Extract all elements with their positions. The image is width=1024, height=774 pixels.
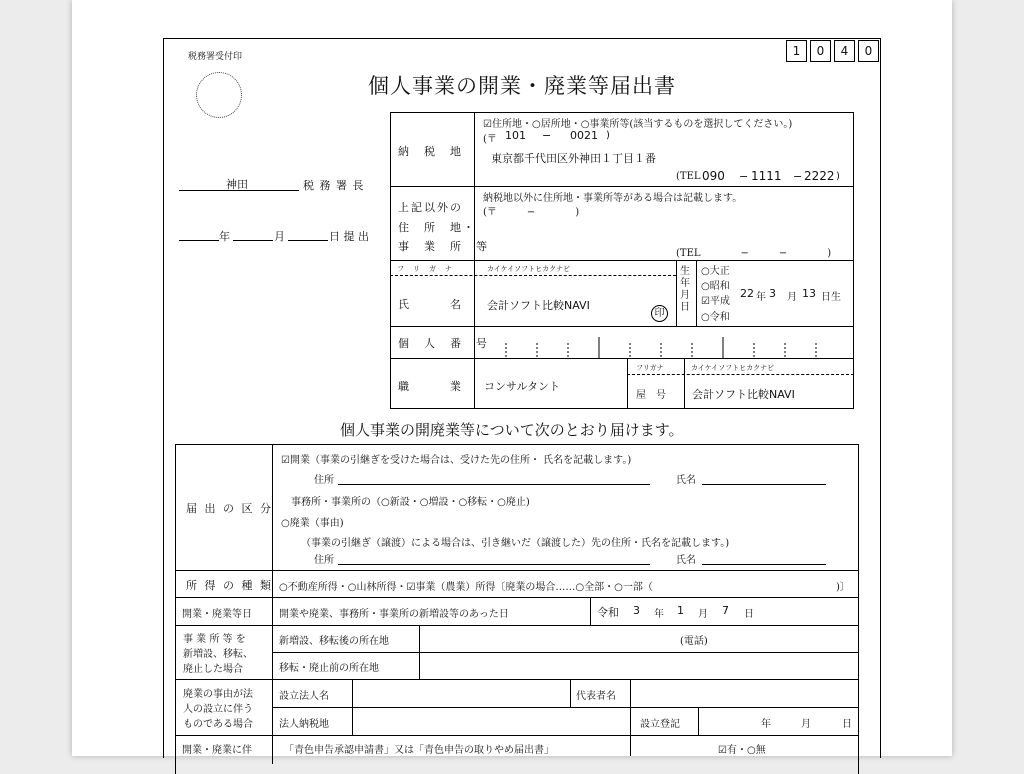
- kubun-jusho-2: 住所: [314, 555, 334, 566]
- row-line: [272, 707, 859, 708]
- office-move-label-2: 新増設、移転、: [183, 649, 253, 660]
- corp-divider: [352, 679, 353, 735]
- open-date-divider: [590, 597, 591, 625]
- corp-label-3: ものである場合: [183, 719, 253, 730]
- office-move-divider: [419, 625, 420, 679]
- birth-divider: [676, 260, 677, 326]
- corp-reg-label: 設立登記: [640, 719, 680, 730]
- open-date-month: 1: [677, 604, 684, 617]
- yago-label: 屋 号: [636, 390, 666, 401]
- corp-name-label: 設立法人名: [279, 691, 329, 702]
- kubun-close[interactable]: ○廃業（事由): [281, 518, 344, 529]
- row-line: [175, 597, 859, 598]
- job-label: 職 業: [398, 380, 463, 393]
- form-number-digit: 1: [786, 40, 807, 62]
- taxplace-tel-close: ): [836, 171, 840, 182]
- era-reiwa[interactable]: ○令和: [701, 312, 730, 323]
- open-date-label: 開業・廃業等日: [182, 609, 252, 620]
- open-date-d: 日: [744, 609, 754, 620]
- income-label: 所 得 の 種 類: [186, 579, 273, 592]
- other-address-postal: (〒 − ): [483, 207, 580, 218]
- office-move-label-1: 事 業 所 等 を: [183, 634, 246, 645]
- kubun-open[interactable]: ☑開業（事業の引継ぎを受けた場合は、受けた先の住所・ 氏名を記載します。): [281, 455, 632, 466]
- other-address-note: 納税地以外に住所地・事業所等がある場合は記載します。: [483, 193, 743, 204]
- date-submit-label: 日 提 出: [329, 230, 369, 243]
- row-line: [175, 735, 859, 736]
- form-number-digit: 4: [834, 40, 855, 62]
- row-line: [175, 679, 859, 680]
- taxplace-postal-prefix: (〒: [483, 134, 497, 145]
- details-divider: [272, 444, 273, 764]
- income-close: )〕: [836, 582, 850, 593]
- row-line: [272, 652, 859, 653]
- office-move-label-3: 廃止した場合: [183, 664, 243, 675]
- yago-value: 会計ソフト比較NAVI: [692, 388, 795, 401]
- name-label: 氏 名: [398, 298, 463, 311]
- taxplace-label: 納 税 地: [398, 145, 463, 158]
- taxplace-postal-2: 0021: [570, 129, 598, 142]
- corp-place-label: 法人納税地: [279, 719, 329, 730]
- mynumber-boxes[interactable]: [475, 327, 854, 358]
- kubun-shimei-2: 氏名: [676, 555, 696, 566]
- open-date-day: 7: [722, 604, 729, 617]
- office-move-phone: (電話): [680, 636, 708, 647]
- office-move-new-label: 新増設、移転後の所在地: [279, 636, 389, 647]
- date-month-line: [233, 228, 273, 241]
- form-title: 個人事業の開業・廃業等届出書: [368, 74, 676, 98]
- job-value: コンサルタント: [484, 380, 561, 393]
- yago-furigana-value: カイケイソフトヒカクナビ: [691, 364, 775, 372]
- open-date-desc: 開業や廃業、事務所・事業所の新増設等のあった日: [279, 609, 509, 620]
- office-chief-label: 税 務 署 長: [303, 179, 365, 192]
- seal-mark: 印: [651, 305, 668, 322]
- corp-reg-d: 日: [842, 719, 852, 730]
- furigana-label: フ リ ガ ナ: [397, 265, 453, 273]
- era-showa[interactable]: ○昭和: [701, 281, 730, 292]
- yago-furigana-label: フリガナ: [636, 364, 664, 372]
- corp-divider: [698, 707, 699, 735]
- corp-divider: [570, 679, 571, 707]
- other-address-label-3: 事 業 所 等: [398, 240, 489, 253]
- era-taisho[interactable]: ○大正: [701, 266, 730, 277]
- row-line: [390, 186, 854, 187]
- taxplace-tel-prefix: (TEL: [676, 171, 701, 182]
- office-name: 神田: [226, 178, 248, 191]
- corp-label-1: 廃業の事由が法: [183, 689, 253, 700]
- blue-choice[interactable]: ☑有・○無: [718, 745, 766, 756]
- kubun-jusho: 住所: [314, 475, 334, 486]
- era-heisei[interactable]: ☑平成: [701, 296, 730, 307]
- name-value: 会計ソフト比較NAVI: [487, 299, 590, 312]
- section-subtitle: 個人事業の開廃業等について次のとおり届けます。: [340, 421, 684, 439]
- kubun-shimei-2-line[interactable]: [702, 552, 826, 565]
- kubun-jusho-line[interactable]: [338, 472, 650, 485]
- date-day-line: [288, 228, 328, 241]
- kubun-jusho-2-line[interactable]: [338, 552, 650, 565]
- tel-dash: −: [739, 170, 749, 183]
- office-move-old-label: 移転・廃止前の所在地: [279, 663, 379, 674]
- taxplace-address: 東京都千代田区外神田１丁目１番: [491, 152, 656, 165]
- furigana-line: [390, 275, 676, 276]
- open-date-year: 3: [633, 604, 640, 617]
- open-date-y: 年: [654, 609, 664, 620]
- income-value[interactable]: ○不動産所得・○山林所得・☑事業（農業）所得〔廃業の場合……○全部・○一部（: [279, 582, 653, 593]
- corp-reg-y: 年: [761, 719, 771, 730]
- taxplace-choice: ☑住所地・○居所地・○事業所等(該当するものを選択してください。): [483, 119, 793, 130]
- corp-label-2: 人の設立に伴う: [183, 704, 253, 715]
- open-date-m: 月: [698, 609, 708, 620]
- blue-label: 開業・廃業に伴: [182, 745, 252, 756]
- corp-rep-label: 代表者名: [576, 691, 616, 702]
- other-address-tel: (TEL − − ): [676, 248, 832, 259]
- other-address-label-2: 住 所 地・: [398, 221, 476, 234]
- row-line: [175, 570, 859, 571]
- birth-year: 22: [740, 287, 754, 300]
- kubun-shimei-line[interactable]: [702, 472, 826, 485]
- kubun-label: 届 出 の 区 分: [186, 502, 273, 515]
- blue-divider: [630, 735, 631, 756]
- yago-divider: [684, 358, 685, 409]
- date-year-line: [179, 228, 219, 241]
- stamp-label: 税務署受付印: [188, 52, 243, 62]
- birth-month-label: 月: [787, 292, 797, 303]
- taxplace-tel-2: 1111: [751, 169, 782, 183]
- corp-reg-m: 月: [801, 719, 811, 730]
- birth-day-label: 日生: [821, 292, 841, 303]
- birth-year-label: 年: [756, 292, 766, 303]
- row-line: [175, 625, 859, 626]
- form-number-digit: 0: [810, 40, 831, 62]
- row-line: [390, 260, 854, 261]
- kubun-office-change[interactable]: 事務所・事業所の（○新設・○増設・○移転・○廃止): [291, 497, 530, 508]
- kubun-close-note: （事業の引継ぎ（譲渡）による場合は、引き継いだ（譲渡した）先の住所・氏名を記載します。): [301, 538, 730, 549]
- row-line: [390, 358, 854, 359]
- yago-furigana-line: [627, 374, 854, 375]
- taxplace-tel-1: 090: [702, 169, 725, 183]
- mynumber-label: 個 人 番 号: [398, 337, 489, 350]
- date-month-label: 月: [274, 230, 285, 243]
- yago-divider: [627, 358, 628, 409]
- birth-divider: [696, 260, 697, 326]
- birth-month: 3: [769, 287, 776, 300]
- taxplace-postal-1: 101: [505, 129, 526, 142]
- blue-text: 「青色申告承認申請書」又は「青色申告の取りやめ届出書」: [284, 745, 554, 756]
- furigana-value: カイケイソフトヒカクナビ: [487, 265, 571, 273]
- open-date-era: 令和: [597, 606, 619, 619]
- corp-divider: [630, 679, 631, 735]
- tel-dash: −: [793, 170, 803, 183]
- date-year-label: 年: [219, 230, 230, 243]
- taxplace-postal-dash: −: [542, 129, 552, 142]
- birth-day: 13: [802, 287, 816, 300]
- birth-label: 生年月日: [680, 266, 690, 313]
- kubun-shimei: 氏名: [676, 475, 696, 486]
- taxplace-tel-3: 2222: [804, 169, 835, 183]
- other-address-label-1: 上記以外の: [398, 201, 463, 214]
- form-number-digit: 0: [858, 40, 879, 62]
- taxplace-postal-close: ): [606, 130, 610, 141]
